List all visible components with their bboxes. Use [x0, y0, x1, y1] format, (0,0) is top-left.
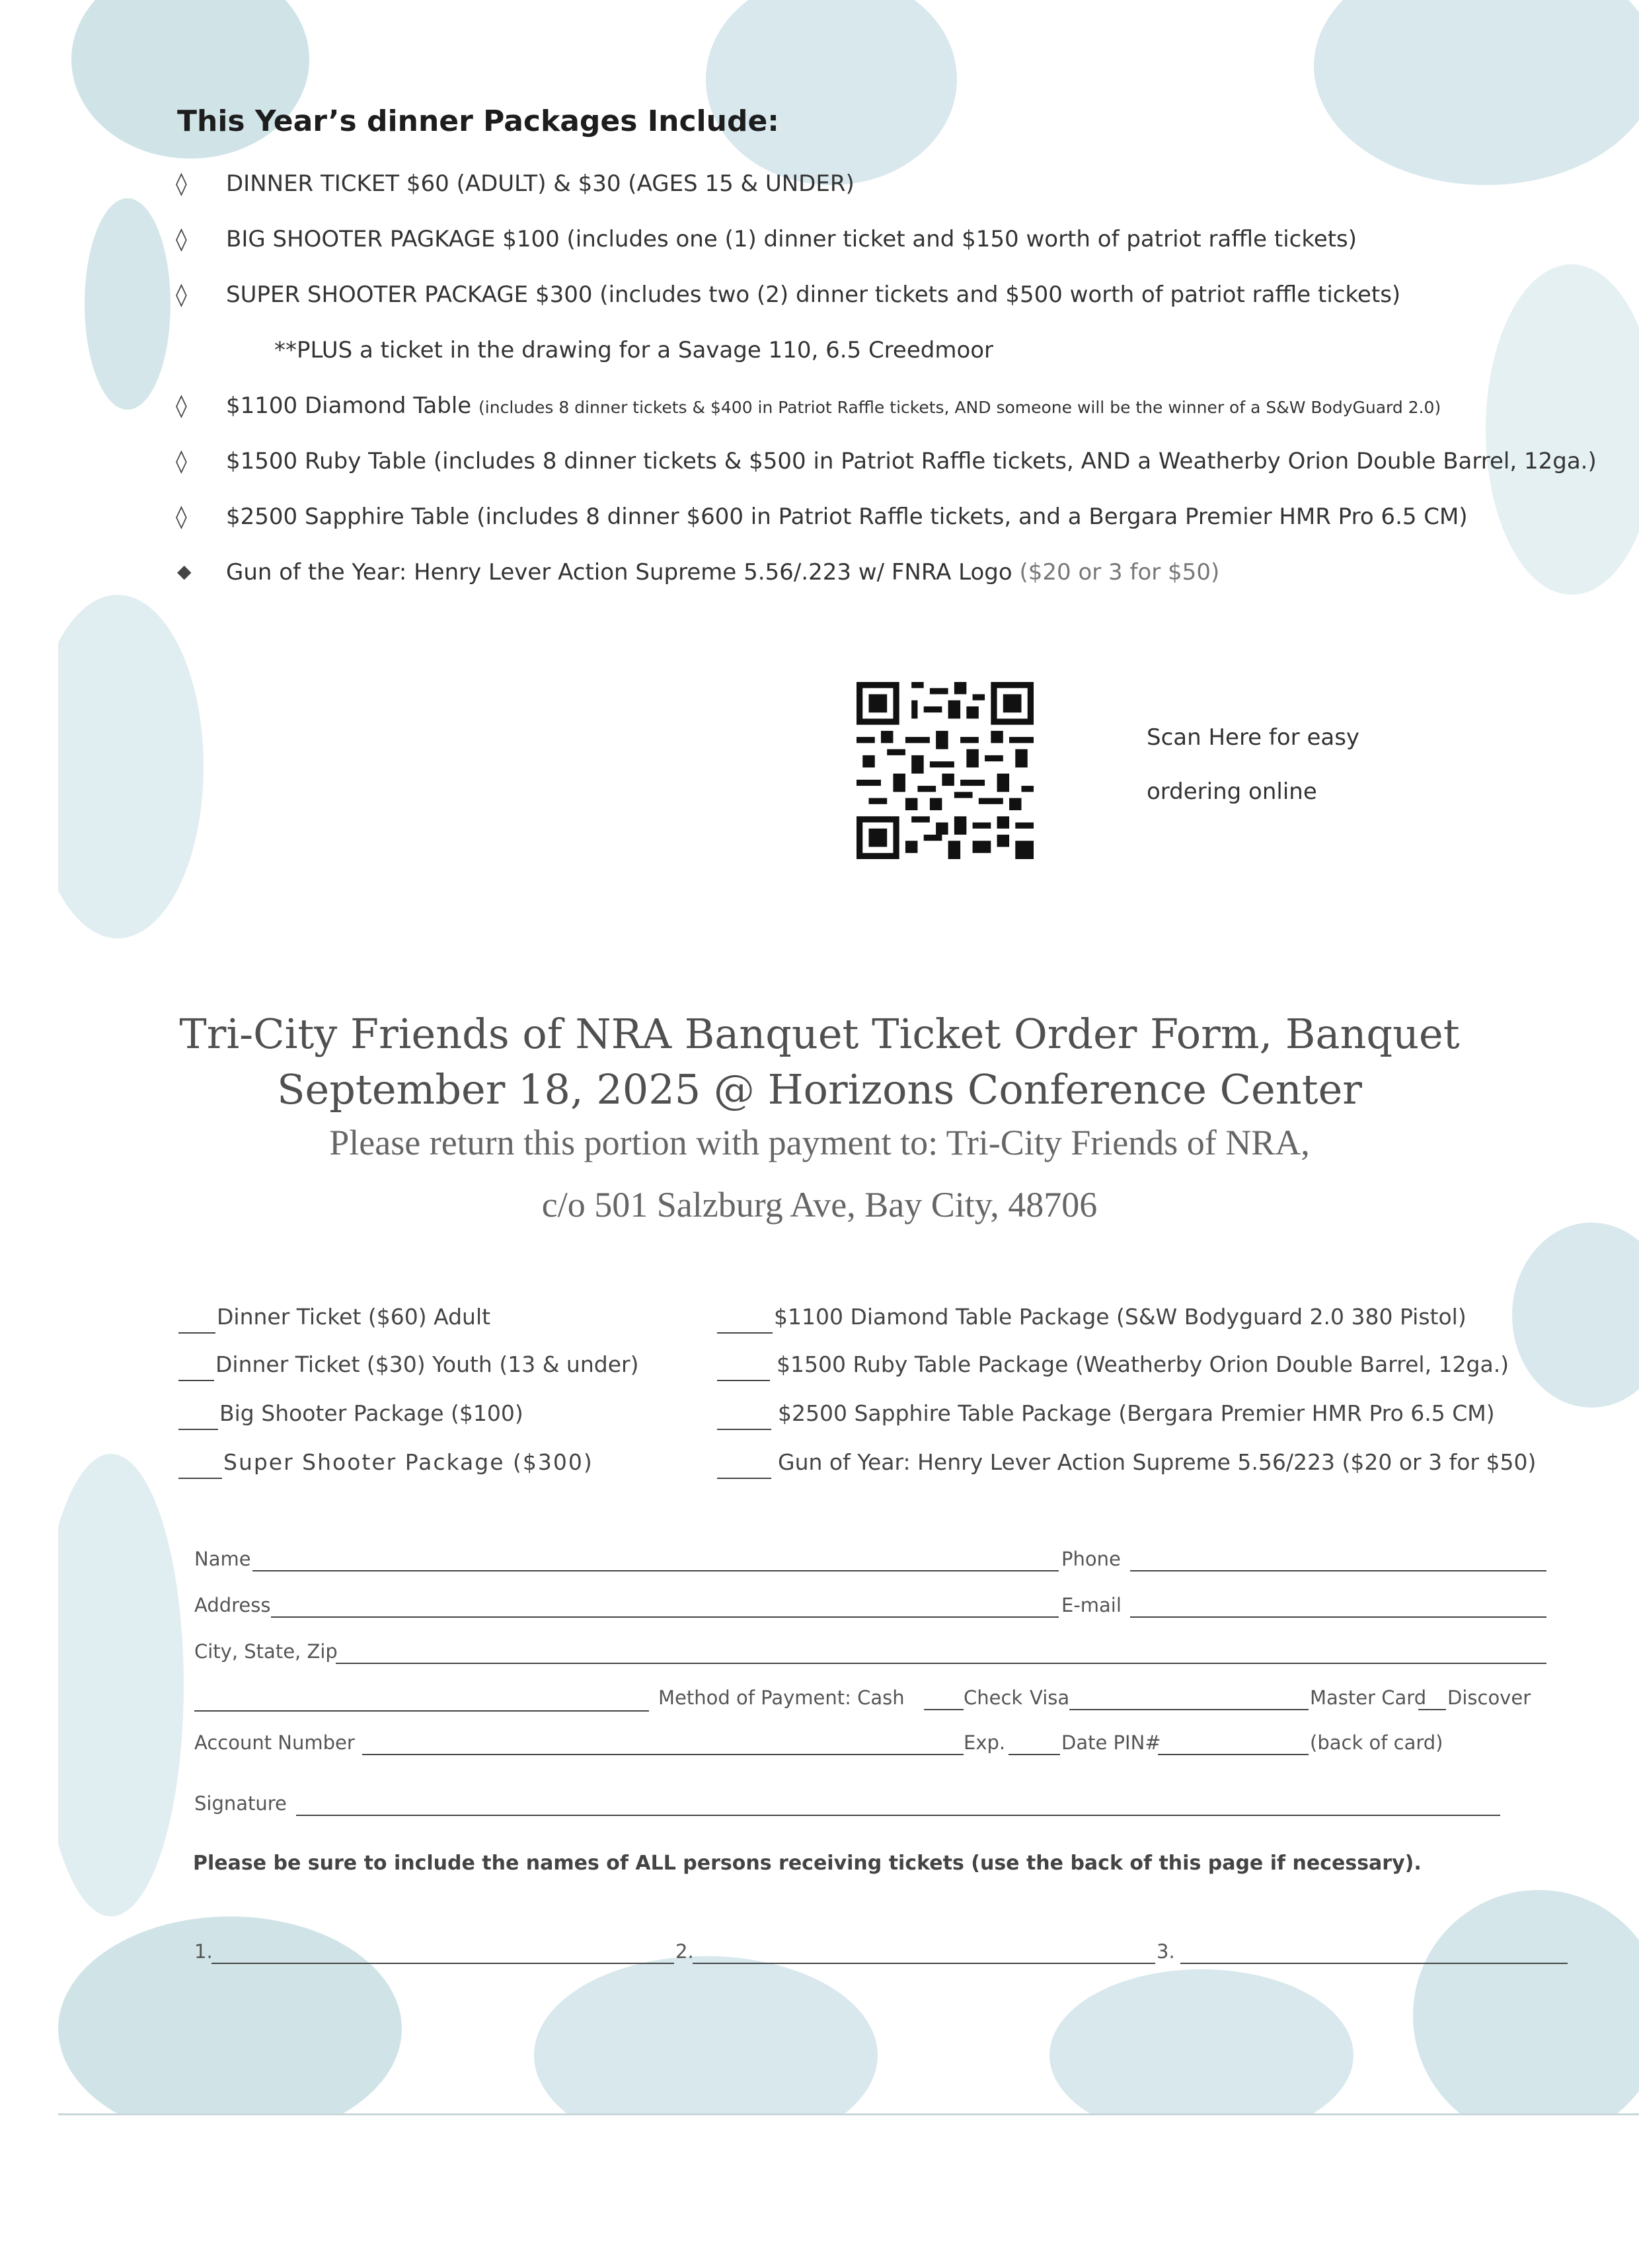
list-bullet: ◊	[176, 226, 187, 252]
option-big-shooter: Big Shooter Package ($100)	[219, 1400, 523, 1426]
city-state-zip-field[interactable]	[336, 1663, 1546, 1664]
discover-label: Discover	[1447, 1686, 1531, 1709]
pin-field[interactable]	[1158, 1754, 1309, 1755]
cash-blank[interactable]	[924, 1709, 964, 1710]
package-big-shooter: BIG SHOOTER PAGKAGE $100 (includes one (1) dinner ticket and $150 worth of patriot raffle tickets)	[226, 226, 1357, 252]
package-ruby-table: $1500 Ruby Table (includes 8 dinner tickets & $500 in Patriot Raffle tickets, AND a Weatherby Orion Double Barrel, 12ga.)	[226, 448, 1597, 474]
package-sapphire-table: $2500 Sapphire Table (includes 8 dinner $600 in Patriot Raffle tickets, and a Bergara Premier HMR Pro 6.5 CM)	[226, 504, 1468, 530]
list-bullet: ◊	[176, 170, 187, 197]
city-state-zip-label: City, State, Zip	[194, 1640, 338, 1663]
check-label: Check	[964, 1686, 1023, 1709]
account-number-label: Account Number	[194, 1731, 355, 1754]
qty-blank[interactable]	[717, 1332, 773, 1334]
package-plus-note: **PLUS a ticket in the drawing for a Savage 110, 6.5 Creedmoor	[274, 337, 994, 363]
option-ruby-table: $1500 Ruby Table Package (Weatherby Orion Double Barrel, 12ga.)	[777, 1351, 1509, 1377]
signature-label: Signature	[194, 1792, 287, 1815]
package-super-shooter: SUPER SHOOTER PACKAGE $300 (includes two (2) dinner tickets and $500 worth of patriot raffle tickets)	[226, 282, 1401, 308]
scan-text-line2: ordering online	[1147, 778, 1317, 805]
form-title: Tri-City Friends of NRA Banquet Ticket Order Form, Banquet	[179, 1010, 1460, 1058]
account-number-field[interactable]	[362, 1754, 964, 1755]
date-pin-label: Date PIN#	[1061, 1731, 1161, 1754]
option-super-shooter: Super Shooter Package ($300)	[223, 1449, 593, 1475]
package-dinner-ticket: DINNER TICKET $60 (ADULT) & $30 (AGES 15 & UNDER)	[226, 170, 855, 197]
return-instructions: Please return this portion with payment to: Tri-City Friends of NRA,	[329, 1123, 1310, 1162]
qty-blank[interactable]	[178, 1332, 215, 1334]
names-note: Please be sure to include the names of ALL persons receiving tickets (use the back of this page if necessary).	[193, 1852, 1422, 1875]
page-edge	[58, 2113, 1639, 2115]
package-diamond-table: $1100 Diamond Table (includes 8 dinner tickets & $400 in Patriot Raffle tickets, AND someone will be the winner of a S&W BodyGuard 2.0)	[226, 393, 1441, 419]
phone-field[interactable]	[1130, 1570, 1546, 1571]
list-bullet: ◊	[176, 282, 187, 308]
attendee-2-label: 2.	[675, 1940, 694, 1963]
form-subtitle: September 18, 2025 @ Horizons Conference Center	[277, 1065, 1362, 1114]
qty-blank[interactable]	[717, 1380, 770, 1381]
phone-label: Phone	[1061, 1548, 1121, 1570]
option-dinner-adult: Dinner Ticket ($60) Adult	[217, 1304, 491, 1330]
exp-field[interactable]	[1009, 1754, 1060, 1755]
attendee-3-label: 3.	[1157, 1940, 1175, 1963]
visa-label: Visa	[1030, 1686, 1070, 1709]
attendee-1-label: 1.	[194, 1940, 213, 1963]
mastercard-label: Master Card	[1310, 1686, 1427, 1709]
qty-blank[interactable]	[717, 1478, 771, 1479]
qty-blank[interactable]	[717, 1429, 771, 1430]
name-field[interactable]	[252, 1570, 1059, 1571]
attendee-1-field[interactable]	[211, 1963, 674, 1964]
attendee-2-field[interactable]	[693, 1963, 1155, 1964]
qr-code[interactable]	[857, 681, 1034, 860]
list-bullet: ◊	[176, 393, 187, 419]
email-field[interactable]	[1130, 1616, 1546, 1618]
qty-blank[interactable]	[178, 1380, 214, 1381]
qty-blank[interactable]	[178, 1478, 222, 1479]
option-sapphire-table: $2500 Sapphire Table Package (Bergara Premier HMR Pro 6.5 CM)	[778, 1400, 1495, 1426]
option-dinner-youth: Dinner Ticket ($30) Youth (13 & under)	[215, 1351, 639, 1377]
visa-blank[interactable]	[1069, 1709, 1309, 1710]
option-diamond-table: $1100 Diamond Table Package (S&W Bodyguard 2.0 380 Pistol)	[774, 1304, 1467, 1330]
list-bullet: ◊	[176, 504, 187, 530]
exp-label: Exp.	[964, 1731, 1006, 1754]
scan-text-line1: Scan Here for easy	[1147, 724, 1360, 751]
packages-heading: This Year’s dinner Packages Include:	[177, 104, 779, 138]
city-continuation-field[interactable]	[194, 1710, 649, 1712]
package-gun-of-year: Gun of the Year: Henry Lever Action Supreme 5.56/.223 w/ FNRA Logo ($20 or 3 for $50)	[226, 559, 1220, 586]
return-address: c/o 501 Salzburg Ave, Bay City, 48706	[541, 1185, 1098, 1225]
email-label: E-mail	[1061, 1594, 1122, 1616]
payment-method-label: Method of Payment: Cash	[658, 1686, 905, 1709]
name-label: Name	[194, 1548, 251, 1570]
list-bullet: ◊	[176, 448, 187, 474]
address-label: Address	[194, 1594, 271, 1616]
address-field[interactable]	[271, 1616, 1059, 1618]
signature-field[interactable]	[296, 1815, 1500, 1816]
list-bullet: ◆	[177, 560, 192, 582]
back-of-card-label: (back of card)	[1310, 1731, 1443, 1754]
attendee-3-field[interactable]	[1180, 1963, 1568, 1964]
qty-blank[interactable]	[178, 1429, 218, 1430]
option-gun-of-year: Gun of Year: Henry Lever Action Supreme 5.56/223 ($20 or 3 for $50)	[778, 1449, 1537, 1475]
mastercard-blank[interactable]	[1418, 1709, 1446, 1710]
